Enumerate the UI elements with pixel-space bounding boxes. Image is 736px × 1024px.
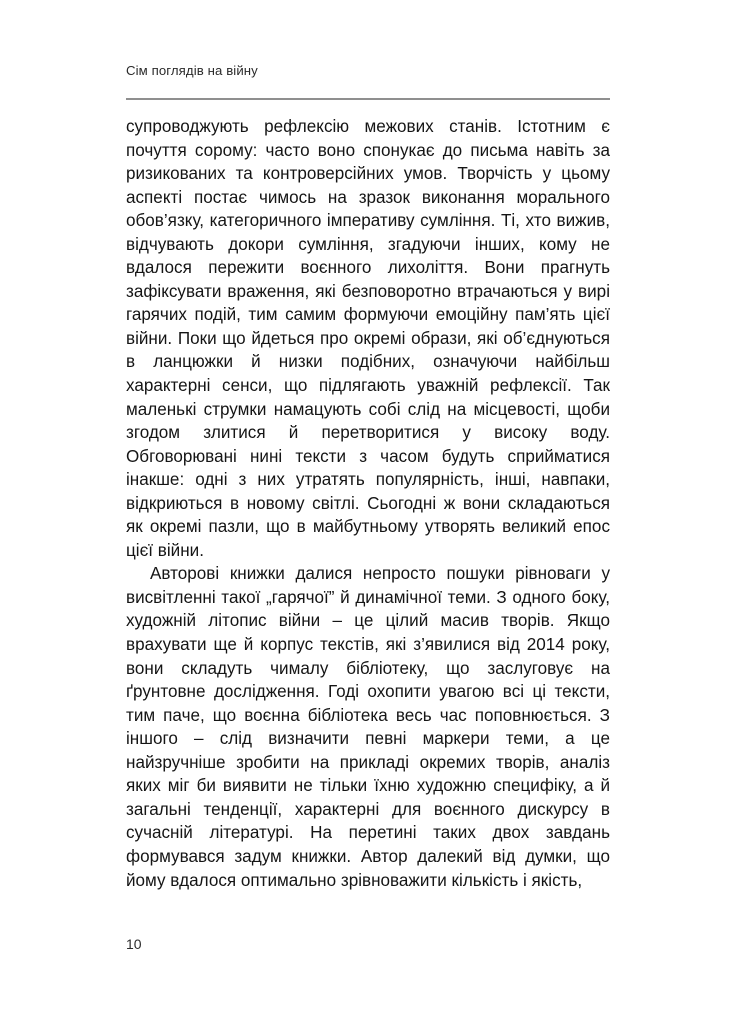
running-header-title: Сім поглядів на війну [126,63,258,78]
paragraph-continuation: супроводжують рефлексію межових станів. Істотним є почуття сорому: часто воно спонукає до письма навіть за ризикованих та контроверсійних умов. Творчість у цьому аспекті постає чимось на зразок виконання морального обов’язку, категоричного імперативу сумління. Ті, хто вижив, відчувають докори сумління, згадуючи інших, кому не вдалося пережити воєнного лихоліття. Вони прагнуть зафіксувати враження, які безповоротно втрачаються у вирі гарячих подій, тим самим формуючи емоційну пам’ять цієї війни. Поки що йдеться про окремі образи, які об’єднуються в ланцюжки й низки подібних, означуючи найбільш характерні сенси, що підлягають уважній рефлексії. Так маленькі струмки намацують собі слід на місцевості, щоби згодом злитися й перетворитися у високу воду. Обговорювані нині тексти з часом будуть сприйматися інакше: одні з них утратять популярність, інші, навпаки, відкриються в новому світлі. Сьогодні ж вони складаються як окремі пазли, що в майбутньому утворять великий епос цієї війни. [126,117,610,560]
body-text-block [126,115,610,892]
header-divider-rule [126,98,610,100]
paragraph-new: Авторові книжки далися непросто пошуки рівноваги у висвітленні такої „гарячої” й динамічної теми. З одного боку, художній літопис війни – це цілий масив творів. Якщо врахувати ще й корпус текстів, які з’явилися від 2014 року, вони складуть чималу бібліотеку, що заслуговує на ґрунтовне дослідження. Годі охопити увагою всі ці тексти, тим паче, що воєнна бібліотека весь час поповнюється. З іншого – слід визначити певні маркери теми, а це найзручніше зробити на прикладі окремих творів, аналіз яких міг би виявити не тільки їхню художню специфіку, а й загальні тенденції, характерні для воєнного дискурсу в сучасній літературі. На перетині таких двох завдань формувався задум книжки. Автор далекий від думки, що йому вдалося оптимально зрівноважити кількість і якість, [126,564,610,890]
page-number: 10 [126,936,142,952]
